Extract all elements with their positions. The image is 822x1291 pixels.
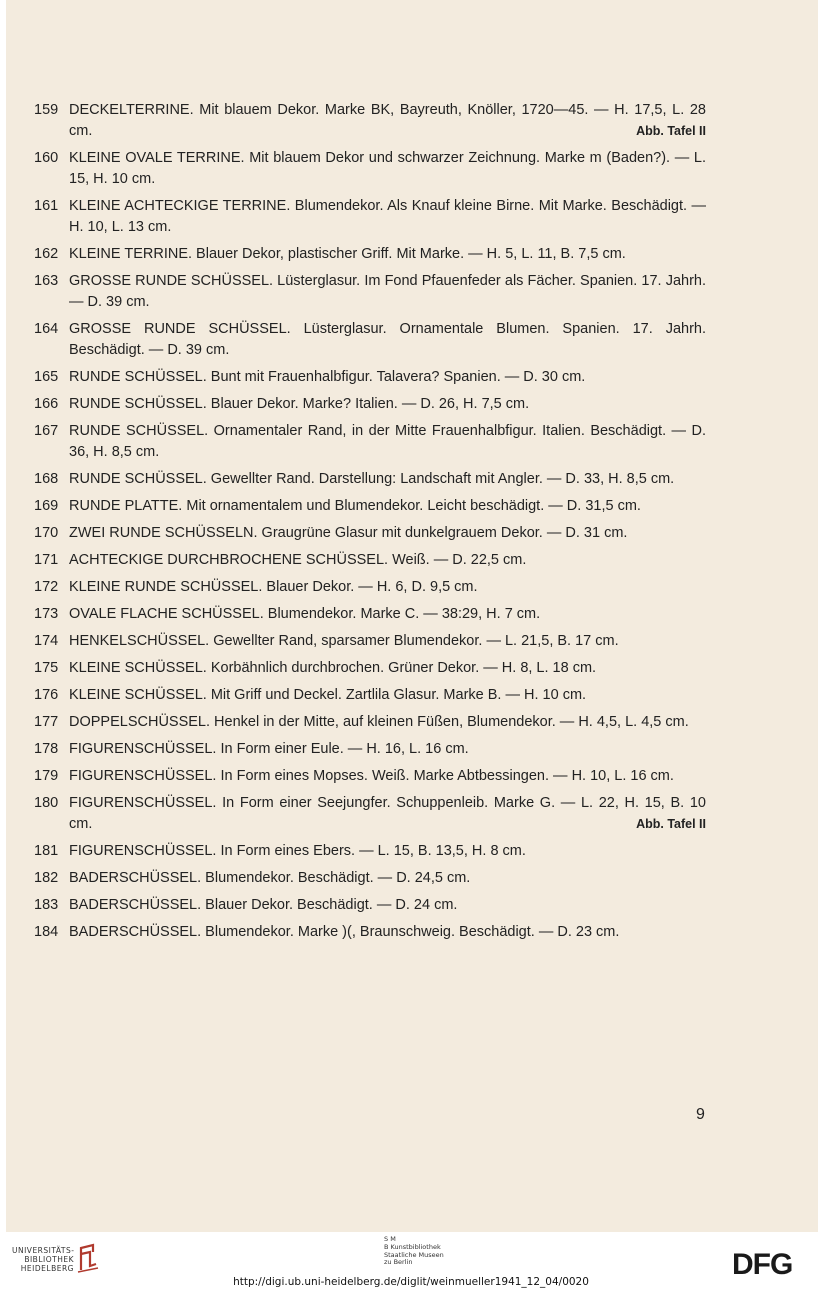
catalog-entry xyxy=(34,244,706,265)
entry-number: 170 xyxy=(34,525,59,541)
entry-text: BADERSCHÜSSEL. Blauer Dekor. Beschädigt. — D. 24 cm. xyxy=(69,897,458,913)
entry-number: 182 xyxy=(34,870,59,886)
entry-text: RUNDE SCHÜSSEL. Ornamentaler Rand, in der Mitte Frauenhalbfigur. Italien. Beschädigt. — D. 36, H. 8,5 cm. xyxy=(69,423,706,460)
stamp-line: zu Berlin xyxy=(384,1258,413,1267)
entry-number: 168 xyxy=(34,471,59,487)
entry-number: 183 xyxy=(34,897,59,913)
entry-text: FIGURENSCHÜSSEL. In Form einer Eule. — H. 16, L. 16 cm. xyxy=(69,741,469,757)
catalog-entries xyxy=(34,100,706,949)
entry-text: KLEINE ACHTECKIGE TERRINE. Blumendekor. Als Knauf kleine Birne. Mit Marke. Beschädigt. — H. 10, L. 13 cm. xyxy=(69,198,706,235)
entry-text: BADERSCHÜSSEL. Blumendekor. Beschädigt. — D. 24,5 cm. xyxy=(69,870,471,886)
entry-text: FIGURENSCHÜSSEL. In Form eines Ebers. — L. 15, B. 13,5, H. 8 cm. xyxy=(69,843,526,859)
viewer-footer xyxy=(0,1232,822,1291)
stamp-line: Staatliche Museen xyxy=(384,1250,444,1259)
catalog-entry xyxy=(34,523,706,544)
entry-text: KLEINE RUNDE SCHÜSSEL. Blauer Dekor. — H. 6, D. 9,5 cm. xyxy=(69,579,478,595)
catalog-entry xyxy=(34,895,706,916)
page-number: 9 xyxy=(696,1106,705,1123)
entry-number: 174 xyxy=(34,633,59,649)
entry-number: 178 xyxy=(34,741,59,757)
entry-number: 171 xyxy=(34,552,59,568)
library-stamp xyxy=(384,1236,484,1267)
entry-number: 172 xyxy=(34,579,59,595)
catalog-entry xyxy=(34,394,706,415)
catalog-entry xyxy=(34,685,706,706)
entry-text xyxy=(69,100,706,142)
catalog-entry xyxy=(34,793,706,835)
plate-reference: Abb. Tafel II xyxy=(636,124,706,138)
entry-text: OVALE FLACHE SCHÜSSEL. Blumendekor. Marke C. — 38:29, H. 7 cm. xyxy=(69,606,541,622)
entry-text: DOPPELSCHÜSSEL. Henkel in der Mitte, auf kleinen Füßen, Blumendekor. — H. 4,5, L. 4,5 cm. xyxy=(69,714,689,730)
entry-number: 184 xyxy=(34,924,59,940)
entry-text: KLEINE SCHÜSSEL. Mit Griff und Deckel. Zartlila Glasur. Marke B. — H. 10 cm. xyxy=(69,687,587,703)
catalog-entry xyxy=(34,196,706,238)
entry-number: 179 xyxy=(34,768,59,784)
uni-line: UNIVERSITÄTS- xyxy=(12,1246,75,1255)
entry-text: HENKELSCHÜSSEL. Gewellter Rand, sparsamer Blumendekor. — L. 21,5, B. 17 cm. xyxy=(69,633,619,649)
entry-number: 181 xyxy=(34,843,59,859)
entry-number: 175 xyxy=(34,660,59,676)
entry-text: RUNDE SCHÜSSEL. Bunt mit Frauenhalbfigur. Talavera? Spanien. — D. 30 cm. xyxy=(69,369,586,385)
entry-number: 161 xyxy=(34,198,59,214)
catalog-entry xyxy=(34,922,706,943)
entry-number: 164 xyxy=(34,321,59,337)
university-emblem-icon xyxy=(76,1242,100,1274)
permalink-url[interactable]: http://digi.ub.uni-heidelberg.de/diglit/weinmueller1941_12_04/0020 xyxy=(233,1276,589,1288)
catalog-entry xyxy=(34,868,706,889)
entry-text: RUNDE SCHÜSSEL. Blauer Dekor. Marke? Italien. — D. 26, H. 7,5 cm. xyxy=(69,396,530,412)
catalog-entry xyxy=(34,421,706,463)
catalog-entry xyxy=(34,766,706,787)
scanned-page xyxy=(6,0,818,1232)
catalog-entry xyxy=(34,631,706,652)
entry-number: 180 xyxy=(34,795,59,811)
stamp-line: S M xyxy=(384,1235,396,1243)
entry-text: BADERSCHÜSSEL. Blumendekor. Marke )(, Braunschweig. Beschädigt. — D. 23 cm. xyxy=(69,924,620,940)
catalog-entry xyxy=(34,577,706,598)
entry-description: DECKELTERRINE. Mit blauem Dekor. Marke BK, Bayreuth, Knöller, 1720—45. — H. 17,5, L. 28 cm. xyxy=(69,102,706,139)
catalog-entry xyxy=(34,148,706,190)
catalog-entry xyxy=(34,271,706,313)
entry-description: FIGURENSCHÜSSEL. In Form einer Seejungfer. Schuppenleib. Marke G. — L. 22, H. 15, B. 10 cm. xyxy=(69,795,706,832)
uni-line: HEIDELBERG xyxy=(20,1264,74,1273)
entry-number: 176 xyxy=(34,687,59,703)
entry-text: KLEINE TERRINE. Blauer Dekor, plastischer Griff. Mit Marke. — H. 5, L. 11, B. 7,5 cm. xyxy=(69,246,626,262)
entry-text: RUNDE SCHÜSSEL. Gewellter Rand. Darstellung: Landschaft mit Angler. — D. 33, H. 8,5 cm. xyxy=(69,471,675,487)
catalog-entry xyxy=(34,739,706,760)
entry-number: 169 xyxy=(34,498,59,514)
catalog-entry xyxy=(34,841,706,862)
entry-text: ZWEI RUNDE SCHÜSSELN. Graugrüne Glasur mit dunkelgrauem Dekor. — D. 31 cm. xyxy=(69,525,628,541)
catalog-entry xyxy=(34,496,706,517)
catalog-entry xyxy=(34,658,706,679)
plate-reference: Abb. Tafel II xyxy=(636,817,706,831)
entry-number: 177 xyxy=(34,714,59,730)
entry-number: 163 xyxy=(34,273,59,289)
entry-text: GROSSE RUNDE SCHÜSSEL. Lüsterglasur. Im Fond Pfauenfeder als Fächer. Spanien. 17. Jahrh. — D. 39 cm. xyxy=(69,273,706,310)
entry-number: 159 xyxy=(34,102,59,118)
entry-text: RUNDE PLATTE. Mit ornamentalem und Blumendekor. Leicht beschädigt. — D. 31,5 cm. xyxy=(69,498,641,514)
entry-text: ACHTECKIGE DURCHBROCHENE SCHÜSSEL. Weiß. — D. 22,5 cm. xyxy=(69,552,527,568)
uni-line: BIBLIOTHEK xyxy=(24,1255,74,1264)
catalog-entry xyxy=(34,550,706,571)
stamp-line: B Kunstbibliothek xyxy=(384,1242,441,1251)
entry-text: FIGURENSCHÜSSEL. In Form eines Mopses. Weiß. Marke Abtbessingen. — H. 10, L. 16 cm. xyxy=(69,768,674,784)
catalog-entry xyxy=(34,319,706,361)
catalog-entry xyxy=(34,712,706,733)
entry-number: 160 xyxy=(34,150,59,166)
dfg-logo[interactable]: DFG xyxy=(732,1248,793,1281)
entry-text: KLEINE SCHÜSSEL. Korbähnlich durchbrochen. Grüner Dekor. — H. 8, L. 18 cm. xyxy=(69,660,597,676)
entry-text xyxy=(69,793,706,835)
entry-number: 166 xyxy=(34,396,59,412)
entry-number: 162 xyxy=(34,246,59,262)
entry-text: KLEINE OVALE TERRINE. Mit blauem Dekor und schwarzer Zeichnung. Marke m (Baden?). — L. 15, H. 10 cm. xyxy=(69,150,706,187)
entry-text: GROSSE RUNDE SCHÜSSEL. Lüsterglasur. Ornamentale Blumen. Spanien. 17. Jahrh. Beschädigt. — D. 39 cm. xyxy=(69,321,706,358)
entry-number: 167 xyxy=(34,423,59,439)
catalog-entry xyxy=(34,469,706,490)
catalog-entry xyxy=(34,367,706,388)
catalog-entry xyxy=(34,604,706,625)
catalog-entry xyxy=(34,100,706,142)
entry-number: 165 xyxy=(34,369,59,385)
entry-number: 173 xyxy=(34,606,59,622)
